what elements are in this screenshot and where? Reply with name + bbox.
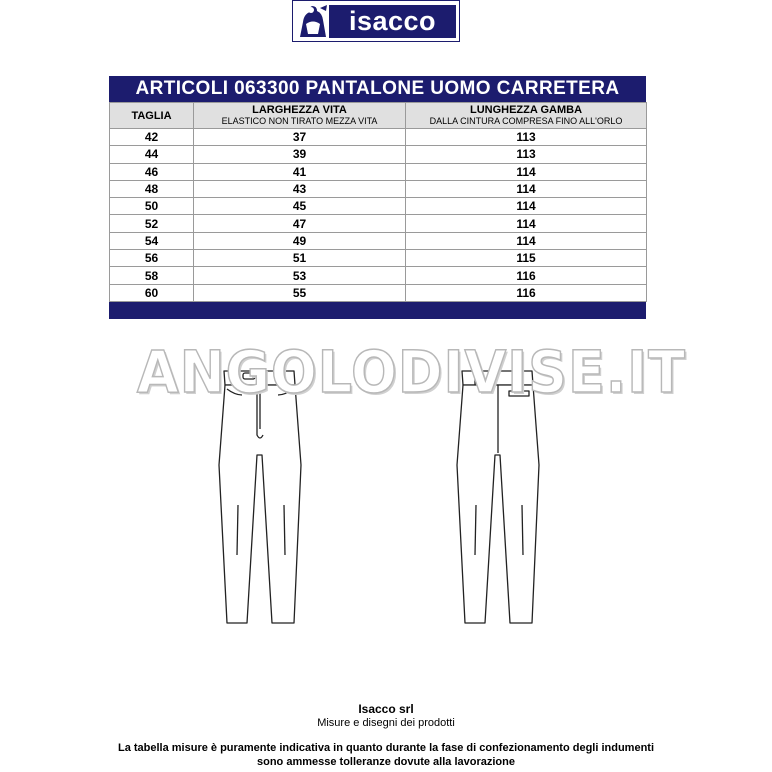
- leg-cell: 114: [406, 198, 647, 215]
- waist-cell: 43: [194, 180, 406, 197]
- size-cell: 44: [110, 146, 194, 163]
- size-cell: 54: [110, 232, 194, 249]
- header-size: TAGLIA: [110, 103, 194, 129]
- waist-cell: 47: [194, 215, 406, 232]
- table-row: [110, 284, 647, 301]
- table-row: [110, 232, 647, 249]
- waist-cell: 51: [194, 250, 406, 267]
- size-cell: 50: [110, 198, 194, 215]
- table-header-row: [110, 103, 647, 129]
- waist-cell: 41: [194, 163, 406, 180]
- size-chart: [109, 76, 646, 319]
- leg-cell: 113: [406, 146, 647, 163]
- mascot-icon: [296, 4, 330, 39]
- table-row: [110, 250, 647, 267]
- table-row: [110, 215, 647, 232]
- leg-cell: 114: [406, 232, 647, 249]
- table-row: [110, 146, 647, 163]
- leg-cell: 116: [406, 267, 647, 284]
- leg-cell: 113: [406, 129, 647, 146]
- size-cell: 46: [110, 163, 194, 180]
- leg-cell: 114: [406, 163, 647, 180]
- header-waist: LARGHEZZA VITA ELASTICO NON TIRATO MEZZA VITA: [194, 103, 406, 129]
- brand-logo: [292, 0, 460, 42]
- footer-subtitle: Misure e disegni dei prodotti: [317, 717, 455, 729]
- table-row: [110, 267, 647, 284]
- waist-cell: 45: [194, 198, 406, 215]
- table-footer-bar: [109, 302, 646, 319]
- disclaimer-line: sono ammesse tolleranze dovute alla lavorazione: [257, 756, 515, 768]
- size-cell: 56: [110, 250, 194, 267]
- size-cell: 52: [110, 215, 194, 232]
- waist-cell: 37: [194, 129, 406, 146]
- disclaimer: [0, 741, 772, 769]
- table-row: [110, 180, 647, 197]
- table-row: [110, 163, 647, 180]
- waist-cell: 53: [194, 267, 406, 284]
- table-row: [110, 198, 647, 215]
- size-cell: 48: [110, 180, 194, 197]
- leg-cell: 116: [406, 284, 647, 301]
- size-table: [109, 102, 647, 302]
- brand-name: isacco: [329, 5, 456, 38]
- leg-cell: 114: [406, 215, 647, 232]
- header-leg-length: LUNGHEZZA GAMBA DALLA CINTURA COMPRESA FINO ALL'ORLO: [406, 103, 647, 129]
- waist-cell: 49: [194, 232, 406, 249]
- waist-cell: 55: [194, 284, 406, 301]
- company-name: Isacco srl: [358, 702, 414, 716]
- size-cell: 58: [110, 267, 194, 284]
- watermark: ANGOLODIVISE.IT: [136, 338, 686, 406]
- size-cell: 60: [110, 284, 194, 301]
- size-cell: 42: [110, 129, 194, 146]
- chart-title: ARTICOLI 063300 PANTALONE UOMO CARRETERA: [109, 76, 646, 102]
- waist-cell: 39: [194, 146, 406, 163]
- leg-cell: 114: [406, 180, 647, 197]
- table-row: [110, 129, 647, 146]
- disclaimer-line: La tabella misure è puramente indicativa in quanto durante la fase di confezionamento degli indumenti: [117, 742, 655, 754]
- leg-cell: 115: [406, 250, 647, 267]
